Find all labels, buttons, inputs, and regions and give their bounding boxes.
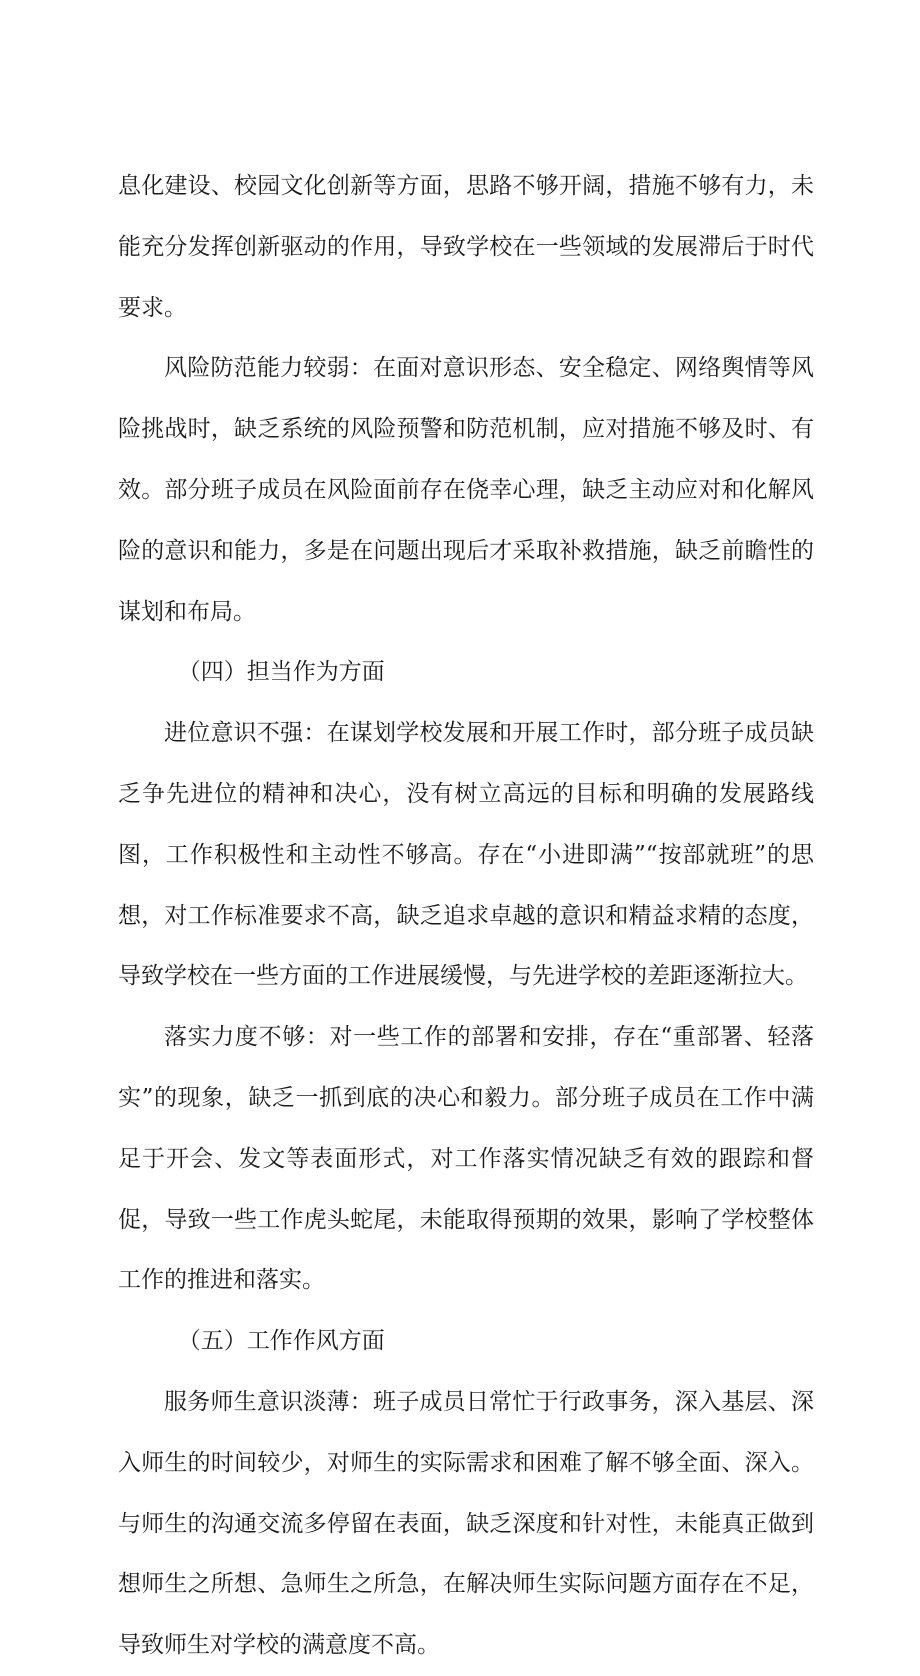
paragraph-continuation xyxy=(118,156,814,338)
paragraph-risk-prevention xyxy=(118,338,814,642)
paragraph-lead: 服务师生意识淡薄： xyxy=(164,1388,373,1415)
paragraph-text: 对一些工作的部署和安排，存在“重部署、轻落实”的现象，缺乏一抓到底的决心和毅力。部分班子成员在工作中满足于开会、发文等表面形式，对工作落实情况缺乏有效的跟踪和督促，导致一些工作虎头蛇尾，未能取得预期的效果，影响了学校整体工作的推进和落实。 xyxy=(118,1024,814,1294)
document-body xyxy=(118,156,814,1676)
paragraph-lead: 风险防范能力较弱： xyxy=(164,355,373,382)
paragraph-text: 在面对意识形态、安全稳定、网络舆情等风险挑战时，缺乏系统的风险预警和防范机制，应对措施不够及时、有效。部分班子成员在风险面前存在侥幸心理，缺乏主动应对和化解风险的意识和能力，多是在问题出现后才采取补救措施，缺乏前瞻性的谋划和布局。 xyxy=(118,355,815,625)
paragraph-lead: 进位意识不强： xyxy=(164,720,327,747)
paragraph-text: 息化建设、校园文化创新等方面，思路不够开阔，措施不够有力，未能充分发挥创新驱动的作用，导致学校在一些领域的发展滞后于时代要求。 xyxy=(118,173,814,321)
paragraph-text: 班子成员日常忙于行政事务，深入基层、深入师生的时间较少，对师生的实际需求和困难了解不够全面、深入。与师生的沟通交流多停留在表面，缺乏深度和针对性，未能真正做到想师生之所想、急师生之所急，在解决师生实际问题方面存在不足，导致师生对学校的满意度不高。 xyxy=(118,1388,815,1659)
paragraph-advancement-awareness xyxy=(118,703,814,1007)
paragraph-implementation xyxy=(118,1007,814,1311)
paragraph-service-awareness xyxy=(118,1372,814,1676)
section-heading-five: （五）工作作风方面 xyxy=(177,1328,385,1355)
paragraph-lead: 落实力度不够： xyxy=(164,1024,330,1051)
section-heading-four: （四）担当作为方面 xyxy=(177,659,385,686)
paragraph-text: 在谋划学校发展和开展工作时，部分班子成员缺乏争先进位的精神和决心，没有树立高远的目标和明确的发展路线图，工作积极性和主动性不够高。存在“小进即满”“按部就班”的思想，对工作标准要求不高，缺乏追求卓越的意识和精益求精的态度，导致学校在一些方面的工作进展缓慢，与先进学校的差距逐渐拉大。 xyxy=(118,720,815,990)
